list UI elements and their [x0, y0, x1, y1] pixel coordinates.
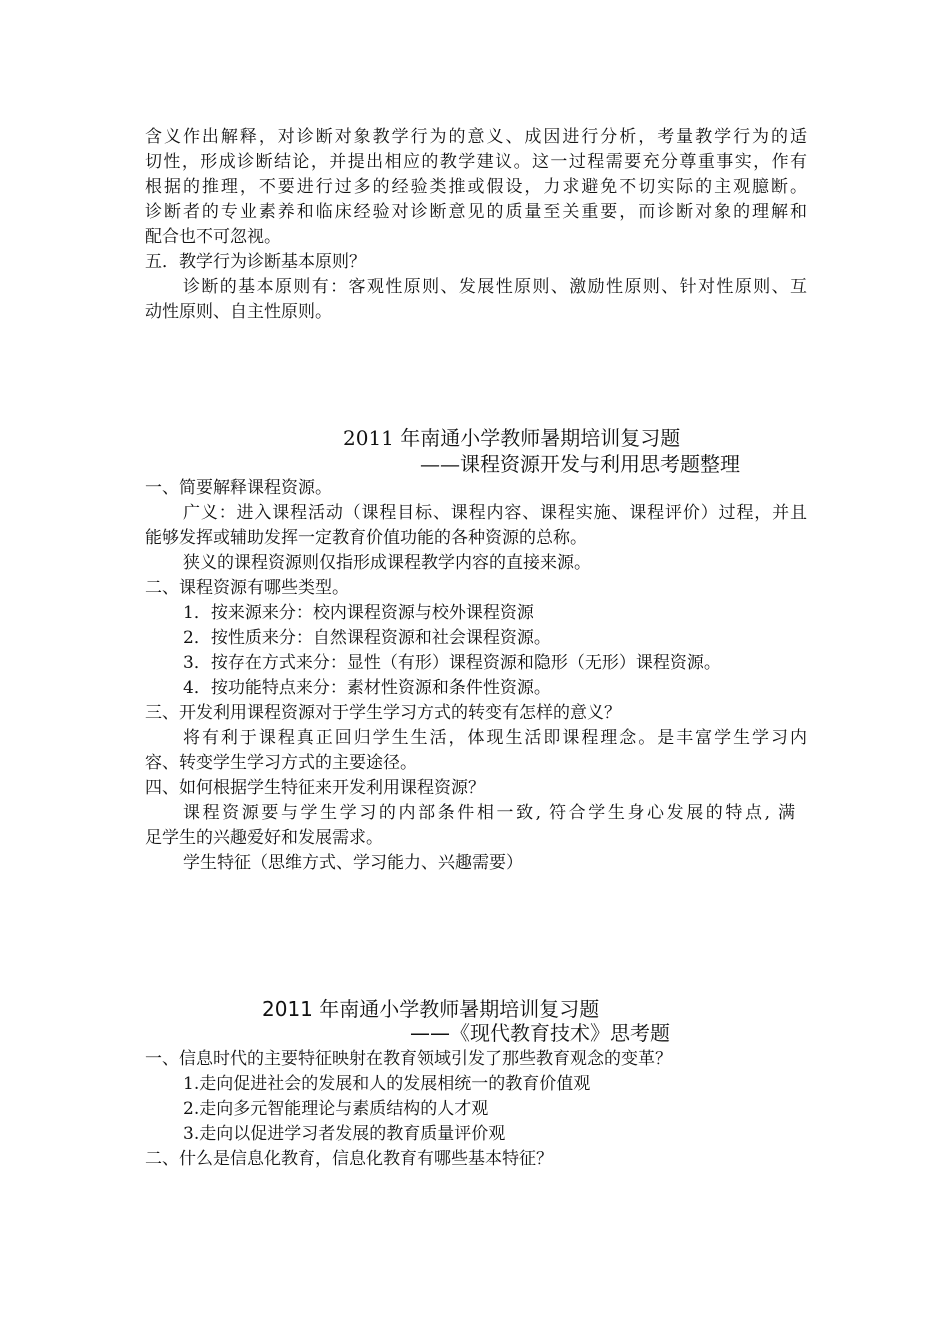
section-title: 2011 年南通小学教师暑期培训复习题	[343, 426, 681, 450]
section-subtitle: ——《现代教育技术》思考题	[410, 1021, 670, 1045]
list-item: 1.走向促进社会的发展和人的发展相统一的教育价值观	[183, 1074, 591, 1094]
answer-line: 足学生的兴趣爱好和发展需求。	[145, 828, 383, 848]
answer-line: 能够发挥或辅助发挥一定教育价值功能的各种资源的总称。	[145, 528, 587, 548]
list-item: 3.走向以促进学习者发展的教育质量评价观	[183, 1124, 506, 1144]
section-subtitle: ——课程资源开发与利用思考题整理	[420, 452, 740, 476]
list-item: 2．按性质来分：自然课程资源和社会课程资源。	[183, 628, 551, 648]
list-item: 1．按来源来分：校内课程资源与校外课程资源	[183, 603, 534, 623]
answer-line: 诊断的基本原则有：客观性原则、发展性原则、激励性原则、针对性原则、互	[183, 277, 807, 297]
question-heading: 二、课程资源有哪些类型。	[145, 578, 349, 598]
paragraph-line: 含义作出解释，对诊断对象教学行为的意义、成因进行分析，考量教学行为的适	[145, 127, 807, 147]
question-heading: 三、开发利用课程资源对于学生学习方式的转变有怎样的意义？	[145, 703, 621, 723]
paragraph-line: 根据的推理，不要进行过多的经验类推或假设，力求避免不切实际的主观臆断。	[145, 177, 807, 197]
list-item: 3．按存在方式来分：显性（有形）课程资源和隐形（无形）课程资源。	[183, 653, 721, 673]
answer-line: 将有利于课程真正回归学生生活，体现生活即课程理念。是丰富学生学习内	[183, 728, 807, 748]
answer-line: 动性原则、自主性原则。	[145, 302, 332, 322]
paragraph-line: 诊断者的专业素养和临床经验对诊断意见的质量至关重要，而诊断对象的理解和	[145, 202, 807, 222]
section-title: 2011 年南通小学教师暑期培训复习题	[262, 997, 600, 1021]
paragraph-line: 配合也不可忽视。	[145, 227, 281, 247]
list-item: 2.走向多元智能理论与素质结构的人才观	[183, 1099, 489, 1119]
answer-line: 狭义的课程资源则仅指形成课程教学内容的直接来源。	[183, 553, 591, 573]
answer-line: 学生特征（思维方式、学习能力、兴趣需要）	[183, 853, 523, 873]
question-heading: 四、如何根据学生特征来开发利用课程资源？	[145, 778, 485, 798]
question-heading: 一、信息时代的主要特征映射在教育领域引发了那些教育观念的变革？	[145, 1049, 672, 1069]
answer-line: 课程资源要与学生学习的内部条件相一致, 符合学生身心发展的特点, 满	[183, 803, 795, 823]
answer-line: 广义：进入课程活动（课程目标、课程内容、课程实施、课程评价）过程，并且	[183, 503, 807, 523]
paragraph-line: 切性，形成诊断结论，并提出相应的教学建议。这一过程需要充分尊重事实，作有	[145, 152, 807, 172]
question-heading: 二、什么是信息化教育，信息化教育有哪些基本特征？	[145, 1149, 553, 1169]
answer-line: 容、转变学生学习方式的主要途径。	[145, 753, 417, 773]
question-heading: 一、简要解释课程资源。	[145, 478, 332, 498]
question-heading: 五．教学行为诊断基本原则？	[145, 252, 366, 272]
list-item: 4．按功能特点来分：素材性资源和条件性资源。	[183, 678, 551, 698]
